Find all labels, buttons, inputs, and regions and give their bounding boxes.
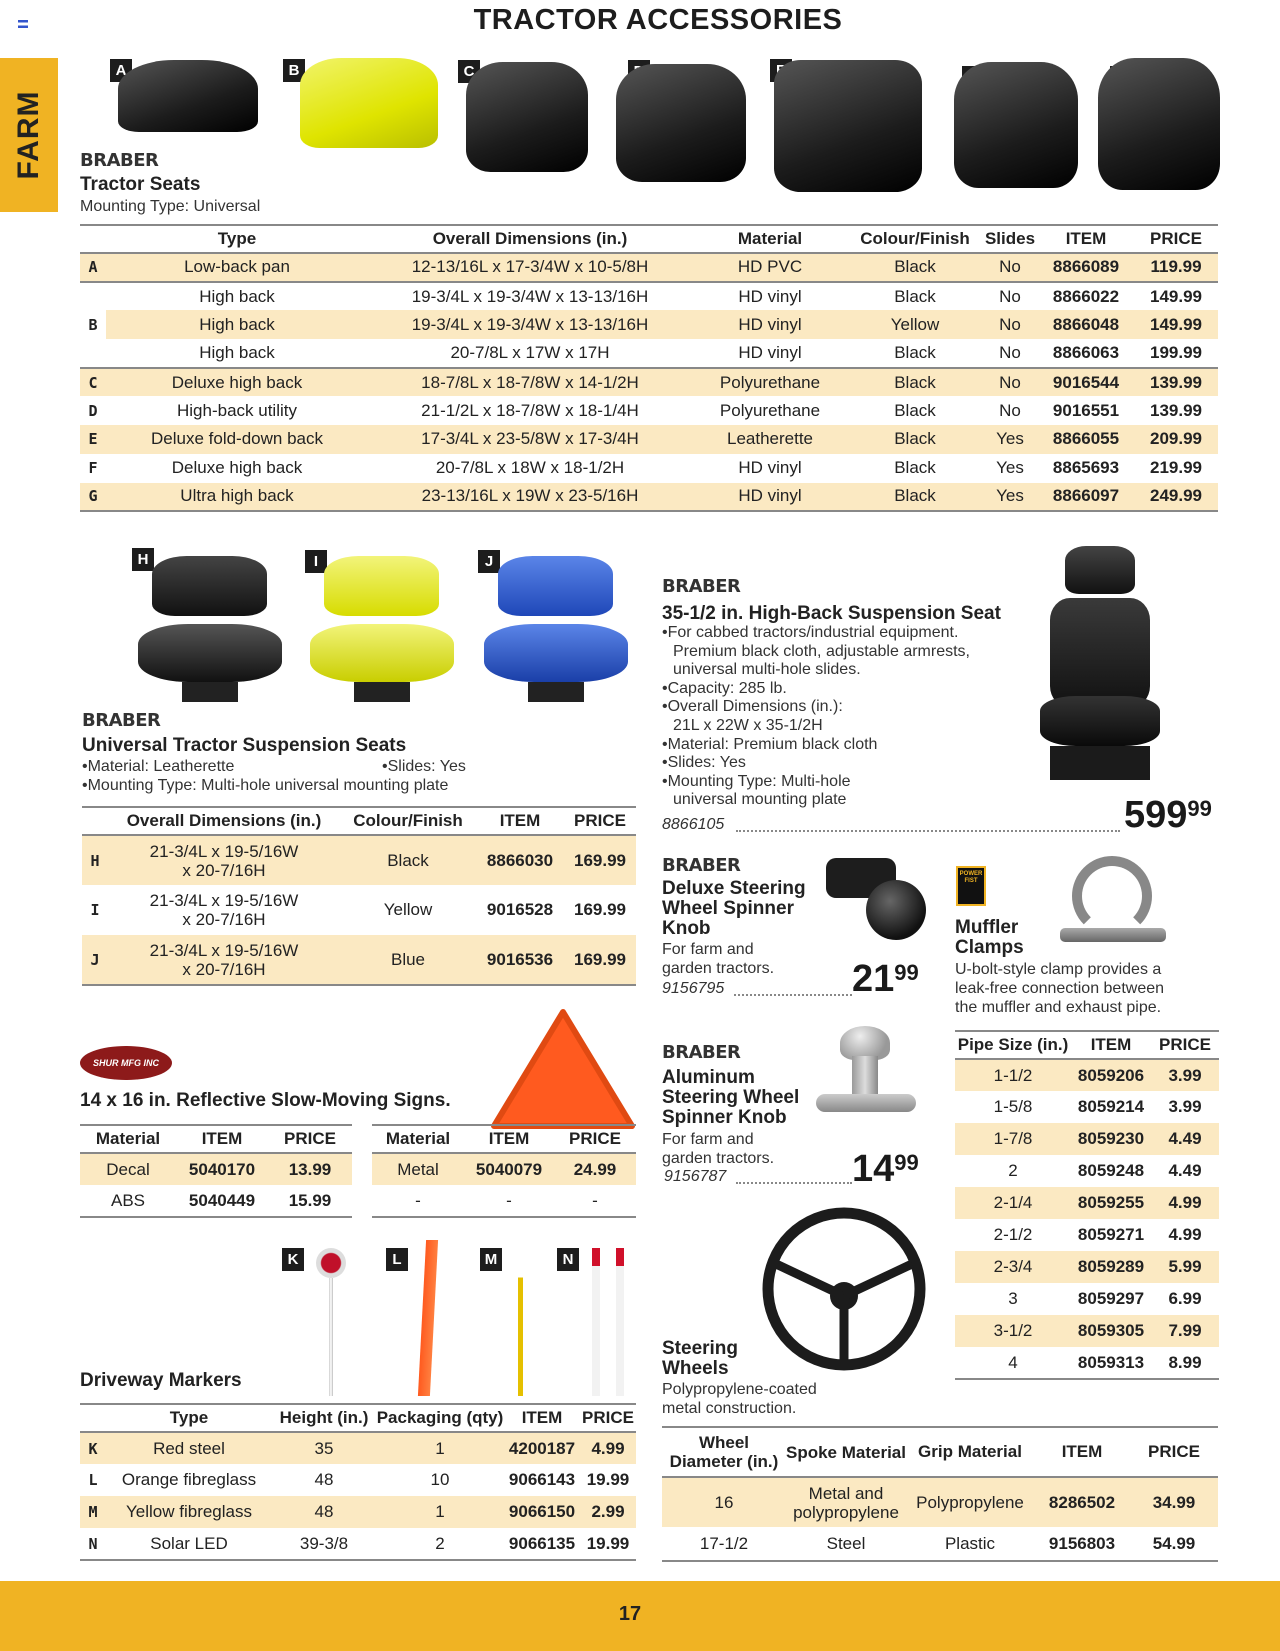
col-header: Colour/Finish — [848, 225, 982, 253]
spinner-knob-desc: For farm and garden tractors. — [662, 941, 775, 977]
table-row: H 21-3/4L x 19-5/16W x 20-7/16H Black 8866030 169.99 — [82, 835, 636, 885]
table-row: L Orange fibreglass 48 10 9066143 19.99 — [80, 1464, 636, 1496]
table-row: M Yellow fibreglass 48 1 9066150 2.99 — [80, 1496, 636, 1528]
seat-image-c — [466, 62, 588, 172]
slow-moving-signs-table-right: Material ITEM PRICE Metal 5040079 24.99 - - - — [372, 1124, 636, 1218]
driveway-markers-title: Driveway Markers — [80, 1370, 242, 1391]
image-tag-k: K — [282, 1248, 304, 1271]
seat-image-f — [954, 62, 1078, 188]
aluminum-knob-image — [816, 1026, 922, 1146]
brand-logo: BRABER — [662, 1042, 741, 1063]
muffler-clamps-title: Muffler Clamps — [955, 917, 1024, 958]
driveway-markers-table: Type Height (in.) Packaging (qty) ITEM PRICE K Red steel 35 1 4200187 4.99 L Orange fibreglass 48 10 9066143 19.99 M Yellow fibreglass 48 1 9066150 2.99 N Solar LED 39-3/8 2 9066135 19.99 — [80, 1403, 636, 1561]
leader-dots — [734, 994, 852, 996]
steering-wheels-table: Wheel Diameter (in.) Spoke Material Grip Material ITEM PRICE 16 Metal and polypropylene Polypropylene 8286502 34.99 17-1/2 Steel Plastic 9156803 54.99 — [662, 1426, 1218, 1562]
table-row: 3-1/2 8059305 7.99 — [955, 1315, 1219, 1347]
orange-marker-image — [418, 1240, 438, 1396]
table-row: High back 19-3/4L x 19-3/4W x 13-13/16H HD vinyl Black No 8866022 149.99 — [80, 282, 1218, 311]
suspension-seat-image-h — [130, 556, 290, 706]
table-row: 3 8059297 6.99 — [1008, 1289, 1202, 1308]
col-header: Type — [106, 225, 368, 253]
table-row: K Red steel 35 1 4200187 4.99 — [80, 1432, 636, 1464]
muffler-clamp-image — [1060, 856, 1170, 956]
brand-logo: BRABER — [662, 576, 741, 597]
col-header: Slides — [982, 225, 1038, 253]
table-row: G Ultra high back 23-13/16L x 19W x 23-5/16H HD vinyl Black Yes 8866097 249.99 — [80, 483, 1218, 512]
shur-logo: SHUR MFG INC — [80, 1046, 172, 1080]
spinner-knob-title: Deluxe Steering Wheel Spinner Knob — [662, 878, 806, 939]
table-row: 4 8059313 8.99 — [1008, 1352, 1202, 1372]
table-row: 2-3/4 8059289 5.99 — [955, 1251, 1219, 1283]
red-steel-marker-image — [316, 1248, 346, 1278]
image-tag-b: B — [283, 59, 305, 82]
table-row: 2-1/2 8059271 4.99 — [993, 1225, 1202, 1244]
seat-image-a — [118, 60, 258, 132]
table-row: 17-1/2 Steel Plastic 9156803 54.99 — [699, 1533, 1196, 1553]
slow-moving-signs-table-left: Material ITEM PRICE Decal 5040170 13.99 ABS 5040449 15.99 — [80, 1124, 352, 1218]
seat-image-d — [616, 64, 746, 182]
footer-bar — [0, 1581, 1280, 1651]
tractor-seats-title: Tractor Seats — [80, 174, 201, 195]
page-title: TRACTOR ACCESSORIES — [473, 4, 843, 36]
aluminum-knob-title: Aluminum Steering Wheel Spinner Knob — [662, 1067, 800, 1128]
muffler-clamps-table: Pipe Size (in.) ITEM PRICE 1-1/2 8059206 3.99 1-5/8 8059214 3.99 1-7/8 8059230 4.49 2 8059248 4.49 2-1/4 8059255 4.99 2-1/2 8059271 4.99 2-3/4 8059289 5.99 3 8059297 6.99 3-1/2 8059305 7.99 4 8059313 8.99 — [955, 1030, 1219, 1380]
table-row: J 21-3/4L x 19-5/16W x 20-7/16H Blue 9016536 169.99 — [82, 935, 636, 985]
slow-moving-sign-image — [490, 1008, 636, 1136]
power-fist-logo: POWER FIST — [956, 866, 986, 906]
price-tag: $599^{99}$ — [1124, 794, 1212, 836]
marker-pole — [329, 1278, 333, 1396]
image-tag-l: L — [386, 1248, 408, 1271]
section-tab — [0, 58, 58, 212]
high-back-seat-title: 35-1/2 in. High-Back Suspension Seat — [662, 603, 1001, 624]
tractor-seats-table — [80, 224, 1218, 512]
solar-marker-image — [592, 1248, 600, 1396]
image-tag-j: J — [478, 550, 500, 573]
page-number: 17 — [618, 1603, 642, 1625]
col-header: Material — [692, 225, 848, 253]
suspension-seat-image-j — [476, 556, 636, 706]
image-tag-h: H — [132, 548, 154, 571]
item-number: 9156787 — [664, 1168, 727, 1185]
table-row: N Solar LED 39-3/8 2 9066135 19.99 — [80, 1528, 636, 1560]
seat-image-strip — [78, 56, 1218, 196]
table-row: D High-back utility 21-1/2L x 18-7/8W x 18-1/4H Polyurethane Black No 9016551 139.99 — [80, 396, 1218, 425]
seat-image-g — [1098, 58, 1220, 190]
yellow-marker-image — [518, 1248, 523, 1396]
suspension-seats-table: Overall Dimensions (in.) Colour/Finish ITEM PRICE H 21-3/4L x 19-5/16W x 20-7/16H Black 8866030 169.99 I 21-3/4L x 19-5/16W x 20-7/16H Yellow 9016528 169.99 J 21-3/4L x 19-5/16W x 20-7/16H Blue 9016536 169.99 — [82, 806, 636, 986]
table-row: High back 20-7/8L x 17W x 17H HD vinyl Black No 8866063 199.99 — [80, 339, 1218, 368]
image-tag-a: A — [110, 59, 132, 82]
seat-image-b — [300, 58, 438, 148]
price-tag: $14^{99}$ — [852, 1148, 919, 1190]
col-header: Overall Dimensions (in.) — [368, 225, 692, 253]
suspension-bullet: •Mounting Type: Multi-hole universal mounting plate — [82, 777, 449, 794]
steering-wheels-title: Steering Wheels — [662, 1338, 739, 1379]
table-row: 1-5/8 8059214 3.99 — [993, 1097, 1202, 1116]
aluminum-knob-desc: For farm and garden tractors. — [662, 1131, 775, 1167]
high-back-seat-image — [1030, 546, 1180, 786]
table-row: Decal 5040170 13.99 — [80, 1153, 352, 1185]
table-row: ABS 5040449 15.99 — [110, 1190, 332, 1210]
steering-wheel-image — [756, 1204, 932, 1374]
spinner-knob-image — [826, 858, 932, 946]
tractor-seats-subtitle: Mounting Type: Universal — [80, 198, 261, 215]
muffler-clamps-desc: U-bolt-style clamp provides a leak-free connection between the muffler and exhaust pipe. — [955, 961, 1165, 1016]
table-row: 2-1/4 8059255 4.99 — [955, 1187, 1219, 1219]
item-number: 8866105 — [662, 816, 725, 833]
image-tag-i: I — [305, 550, 327, 573]
col-header: PRICE — [1134, 225, 1218, 253]
brand-logo: BRABER — [662, 855, 741, 876]
suspension-seat-image-i — [302, 556, 462, 706]
suspension-seats-title: Universal Tractor Suspension Seats — [82, 735, 407, 756]
solar-marker-image — [616, 1248, 624, 1396]
table-row: F Deluxe high back 20-7/8L x 18W x 18-1/2H HD vinyl Black Yes 8865693 219.99 — [80, 454, 1218, 483]
table-row: B High back 19-3/4L x 19-3/4W x 13-13/16H HD vinyl Yellow No 8866048 149.99 — [80, 310, 1218, 339]
brand-logo: BRABER — [82, 710, 161, 731]
col-header: ITEM — [1038, 225, 1134, 253]
section-tab-label: FARM — [12, 90, 45, 180]
item-number: 9156795 — [662, 980, 725, 997]
table-row: - - - — [415, 1190, 598, 1210]
image-tag-m: M — [480, 1248, 502, 1271]
price-tag: $21^{99}$ — [852, 958, 919, 1000]
suspension-bullet: •Material: Leatherette — [82, 758, 235, 775]
table-row: 16 Metal and polypropylene Polypropylene 8286502 34.99 — [662, 1477, 1218, 1527]
steering-wheels-desc: Polypropylene-coated metal construction. — [662, 1381, 817, 1417]
table-row: 1-7/8 8059230 4.49 — [955, 1123, 1219, 1155]
image-tag-n: N — [557, 1248, 579, 1271]
table-row: Metal 5040079 24.99 — [372, 1153, 636, 1185]
table-row: E Deluxe fold-down back 17-3/4L x 23-5/8W x 17-3/4H Leatherette Black Yes 8866055 209.99 — [80, 425, 1218, 454]
leader-dots — [736, 1182, 852, 1184]
table-row: C Deluxe high back 18-7/8L x 18-7/8W x 14-1/2H Polyurethane Black No 9016544 139.99 — [80, 368, 1218, 397]
suspension-bullet: •Slides: Yes — [382, 758, 466, 775]
table-row: A Low-back pan 12-13/16L x 17-3/4W x 10-5/8H HD PVC Black No 8866089 119.99 — [80, 253, 1218, 282]
brand-logo: BRABER — [80, 150, 159, 171]
image-tag-c: C — [458, 60, 480, 83]
table-row: 2 8059248 4.49 — [1008, 1161, 1202, 1180]
table-row: I 21-3/4L x 19-5/16W x 20-7/16H Yellow 9016528 169.99 — [82, 885, 636, 935]
leader-dots — [736, 830, 1120, 832]
table-row: 1-1/2 8059206 3.99 — [955, 1059, 1219, 1091]
slow-moving-signs-title: 14 x 16 in. Reflective Slow-Moving Signs. — [80, 1090, 451, 1111]
high-back-seat-features: •For cabbed tractors/industrial equipment. Premium black cloth, adjustable armrests, universal multi-hole slides. •Capacity: 285 lb. •Overall Dimensions (in.): 21L x 22W x 35-1/2H •Material: Premium black cloth •Slides: Yes •Mounting Type: Multi-hole universal mounting plate — [662, 624, 970, 809]
seat-image-e — [774, 60, 922, 192]
